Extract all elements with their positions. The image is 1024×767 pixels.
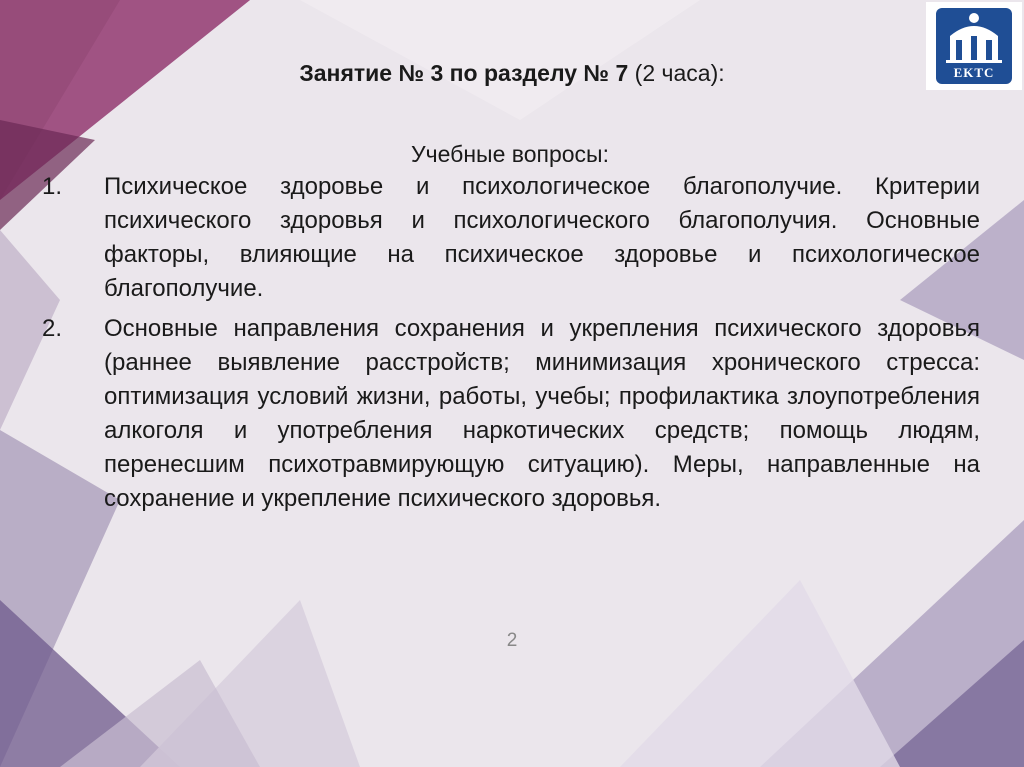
question-text: Психическое здоровье и психологическое благополучие. Критерии психического здоровья и психологического благополучия. Основные факторы, влияющие на психическое здоровье и психологическое благополучие. [104, 173, 980, 302]
question-number: 2. [42, 315, 63, 342]
question-item [42, 312, 980, 516]
slide-title [0, 58, 1024, 88]
question-number: 1. [42, 173, 63, 200]
page-number: 2 [506, 630, 518, 651]
question-text: Основные направления сохранения и укрепления психического здоровья (раннее выявление расстройств; минимизация хронического стресса: оптимизация условий жизни, работы, учебы; профилактика злоупотребления алкоголя и употребления наркотических средств; помощь людям, перенесшим психотравмирующую ситуацию). Меры, направленные на сохранение и укрепление психического здоровья. [104, 315, 980, 512]
logo-text: EKTC [953, 65, 995, 80]
title-duration: (2 часа): [634, 60, 725, 86]
questions-list [42, 170, 980, 522]
title-main: Занятие № 3 по разделу № 7 [299, 60, 629, 86]
question-item [42, 170, 980, 306]
questions-heading: Учебные вопросы: [411, 141, 609, 167]
